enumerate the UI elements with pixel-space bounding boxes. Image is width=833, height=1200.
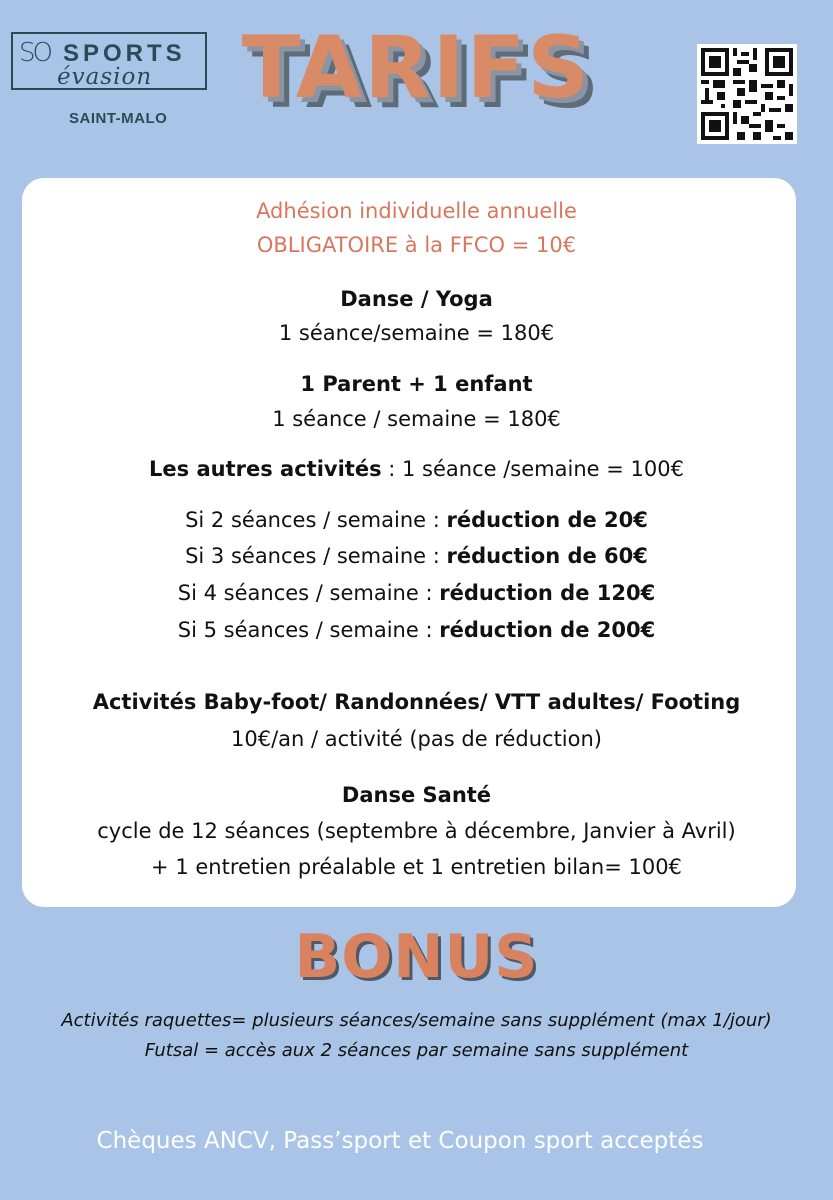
logo-so: SO bbox=[19, 38, 50, 68]
logo-city: SAINT-MALO bbox=[69, 110, 168, 127]
footer-payment-note: Chèques ANCV, Pass’sport et Coupon sport acceptés bbox=[96, 1128, 704, 1154]
page-title: TARIFS bbox=[241, 18, 592, 118]
babyfoot-heading: Activités Baby-foot/ Randonnées/ VTT adultes/ Footing bbox=[92, 690, 741, 714]
reduction-row bbox=[0, 543, 833, 569]
reduction-label: Si 3 séances / semaine : bbox=[185, 544, 447, 568]
parent-enfant-price: 1 séance / semaine = 180€ bbox=[272, 407, 561, 431]
danse-yoga-heading: Danse / Yoga bbox=[340, 287, 493, 311]
danse-sante-line-1: cycle de 12 séances (septembre à décembre, Janvier à Avril) bbox=[97, 819, 736, 843]
danse-sante-heading: Danse Santé bbox=[341, 783, 492, 807]
reduction-label: Si 2 séances / semaine : bbox=[185, 508, 447, 532]
logo-sports: SPORTS bbox=[63, 40, 186, 67]
autres-activites-heading: Les autres activités bbox=[149, 457, 382, 481]
parent-enfant-heading: 1 Parent + 1 enfant bbox=[300, 372, 533, 396]
reduction-label: Si 4 séances / semaine : bbox=[177, 581, 440, 605]
reduction-value: réduction de 120€ bbox=[439, 581, 656, 605]
adhesion-line-2: OBLIGATOIRE à la FFCO = 10€ bbox=[256, 233, 577, 257]
adhesion-line-1: Adhésion individuelle annuelle bbox=[256, 199, 577, 223]
reduction-row bbox=[0, 580, 833, 606]
autres-activites-line bbox=[0, 456, 833, 482]
reduction-row bbox=[0, 507, 833, 533]
autres-activites-price: : 1 séance /semaine = 100€ bbox=[381, 457, 684, 481]
reduction-value: réduction de 200€ bbox=[439, 618, 656, 642]
danse-yoga-price: 1 séance/semaine = 180€ bbox=[278, 321, 555, 345]
logo-evasion: évasion bbox=[57, 64, 153, 90]
reduction-value: réduction de 20€ bbox=[446, 508, 648, 532]
reduction-value: réduction de 60€ bbox=[446, 544, 648, 568]
bonus-line-2: Futsal = accès aux 2 séances par semaine sans supplément bbox=[144, 1040, 689, 1061]
bonus-line-1: Activités raquettes= plusieurs séances/semaine sans supplément (max 1/jour) bbox=[61, 1010, 772, 1031]
reduction-label: Si 5 séances / semaine : bbox=[177, 618, 440, 642]
babyfoot-price: 10€/an / activité (pas de réduction) bbox=[231, 727, 602, 751]
qr-code-icon bbox=[697, 44, 797, 144]
reduction-row bbox=[0, 617, 833, 643]
bonus-title: BONUS bbox=[294, 922, 539, 992]
danse-sante-line-2: + 1 entretien préalable et 1 entretien bilan= 100€ bbox=[151, 855, 682, 879]
